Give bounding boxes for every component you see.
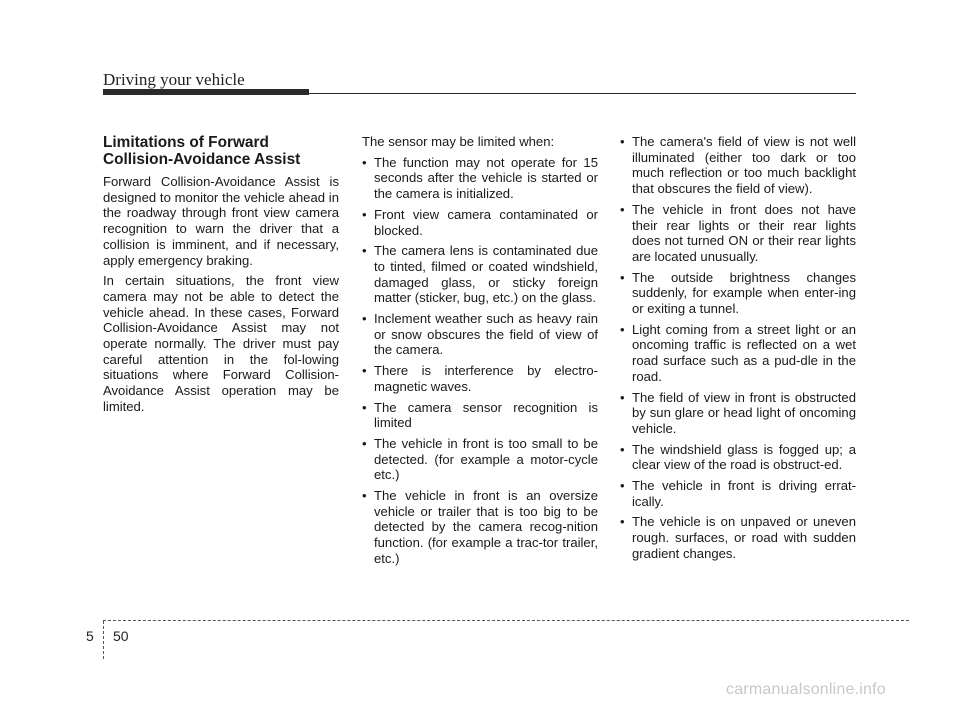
header-rule-thick bbox=[103, 89, 309, 95]
footer-divider bbox=[103, 620, 909, 621]
bullet-icon: • bbox=[362, 435, 367, 451]
sensor-intro: The sensor may be limited when: bbox=[362, 134, 555, 149]
heading-limitations: Limitations of Forward Collision-Avoidance Assist bbox=[103, 134, 301, 168]
bullet-icon: • bbox=[362, 206, 367, 222]
camera-limit-list bbox=[620, 134, 856, 562]
bullet-icon: • bbox=[620, 321, 625, 337]
list-item bbox=[362, 488, 598, 567]
list-item bbox=[362, 243, 598, 306]
bullet-icon: • bbox=[362, 154, 367, 170]
list-item-text: The camera lens is contaminated due to tinted, filmed or coated windshield, damaged glass, or sticky foreign matter (sticker, bug, etc.) on the glass. bbox=[374, 243, 598, 306]
column-3 bbox=[620, 134, 856, 567]
list-item bbox=[362, 436, 598, 483]
column-1 bbox=[103, 134, 339, 420]
bullet-icon: • bbox=[362, 399, 367, 415]
list-item-text: There is interference by electro-magnetic waves. bbox=[374, 363, 598, 394]
list-item bbox=[620, 134, 856, 197]
list-item-text: The field of view in front is obstructed by sun glare or head light of oncoming vehicle. bbox=[632, 389, 856, 436]
list-item bbox=[620, 478, 856, 509]
section-title: Driving your vehicle bbox=[103, 70, 245, 89]
header-rule-thin bbox=[309, 93, 856, 94]
chapter-number: 5 bbox=[86, 628, 94, 644]
bullet-icon: • bbox=[620, 478, 625, 494]
bullet-icon: • bbox=[362, 311, 367, 327]
watermark-text: carmanualsonline.info bbox=[726, 681, 886, 698]
list-item-text: The outside brightness changes suddenly, for example when enter-ing or exiting a tunnel. bbox=[632, 269, 856, 317]
list-item bbox=[620, 322, 856, 385]
list-item bbox=[362, 400, 598, 431]
bullet-icon: • bbox=[362, 243, 367, 259]
paragraph: Forward Collision-Avoidance Assist is designed to monitor the vehicle ahead in the roadway through front view camera recognition to warn the driver that a collision is imminent, and if necessary, apply emergency braking. bbox=[103, 174, 339, 268]
bullet-icon: • bbox=[620, 441, 625, 457]
list-item-text: The function may not operate for 15 seconds after the vehicle is started or the camera is initialized. bbox=[374, 154, 598, 202]
bullet-icon: • bbox=[620, 134, 625, 149]
page-number: 50 bbox=[113, 628, 129, 644]
list-item-text: The vehicle in front is driving errat-ically. bbox=[632, 478, 856, 509]
bullet-icon: • bbox=[620, 389, 625, 405]
bullet-icon: • bbox=[362, 488, 367, 504]
list-item-text: The vehicle in front does not have their rear lights or their rear lights does not turned ON or their rear lights are located unusually. bbox=[632, 201, 856, 264]
list-item bbox=[620, 202, 856, 265]
list-item-text: The vehicle in front is too small to be detected. (for example a motor-cycle etc.) bbox=[374, 435, 598, 483]
list-item bbox=[620, 270, 856, 317]
bullet-icon: • bbox=[620, 514, 625, 530]
list-item bbox=[362, 155, 598, 202]
list-item bbox=[362, 311, 598, 358]
list-item-text: Inclement weather such as heavy rain or snow obscures the field of view of the camera. bbox=[374, 311, 598, 358]
paragraph: In certain situations, the front view camera may not be able to detect the vehicle ahead. In these cases, Forward Collision-Avoidance Assist may not operate normally. The driver must pay careful attention in the fol-lowing situations where Forward Collision-Avoidance Assist operation may be limited. bbox=[103, 273, 339, 414]
sensor-limit-list bbox=[362, 155, 598, 567]
list-item bbox=[362, 363, 598, 394]
list-item-text: The windshield glass is fogged up; a clear view of the road is obstruct-ed. bbox=[632, 441, 856, 473]
bullet-icon: • bbox=[362, 363, 367, 379]
list-item-text: The vehicle in front is an oversize vehicle or trailer that is too big to be detected by the camera recog-nition function. (for example a trac-tor trailer, etc.) bbox=[374, 488, 598, 566]
bullet-icon: • bbox=[620, 269, 625, 285]
list-item-text: The camera's field of view is not well illuminated (either too dark or too much reflection or too much backlight that obscures the field of view). bbox=[632, 134, 856, 197]
list-item-text: Front view camera contaminated or blocked. bbox=[374, 206, 598, 238]
footer-page-divider bbox=[103, 621, 104, 659]
list-item bbox=[362, 207, 598, 238]
list-item-text: Light coming from a street light or an oncoming traffic is reflected on a wet road surface such as a pud-dle in the road. bbox=[632, 321, 856, 384]
list-item bbox=[620, 514, 856, 561]
list-item-text: The camera sensor recognition is limited bbox=[374, 399, 598, 431]
list-item bbox=[620, 442, 856, 473]
bullet-icon: • bbox=[620, 201, 625, 217]
column-2 bbox=[362, 134, 598, 572]
list-item bbox=[620, 390, 856, 437]
list-item-text: The vehicle is on unpaved or uneven rough. surfaces, or road with sudden gradient changes. bbox=[632, 514, 856, 561]
